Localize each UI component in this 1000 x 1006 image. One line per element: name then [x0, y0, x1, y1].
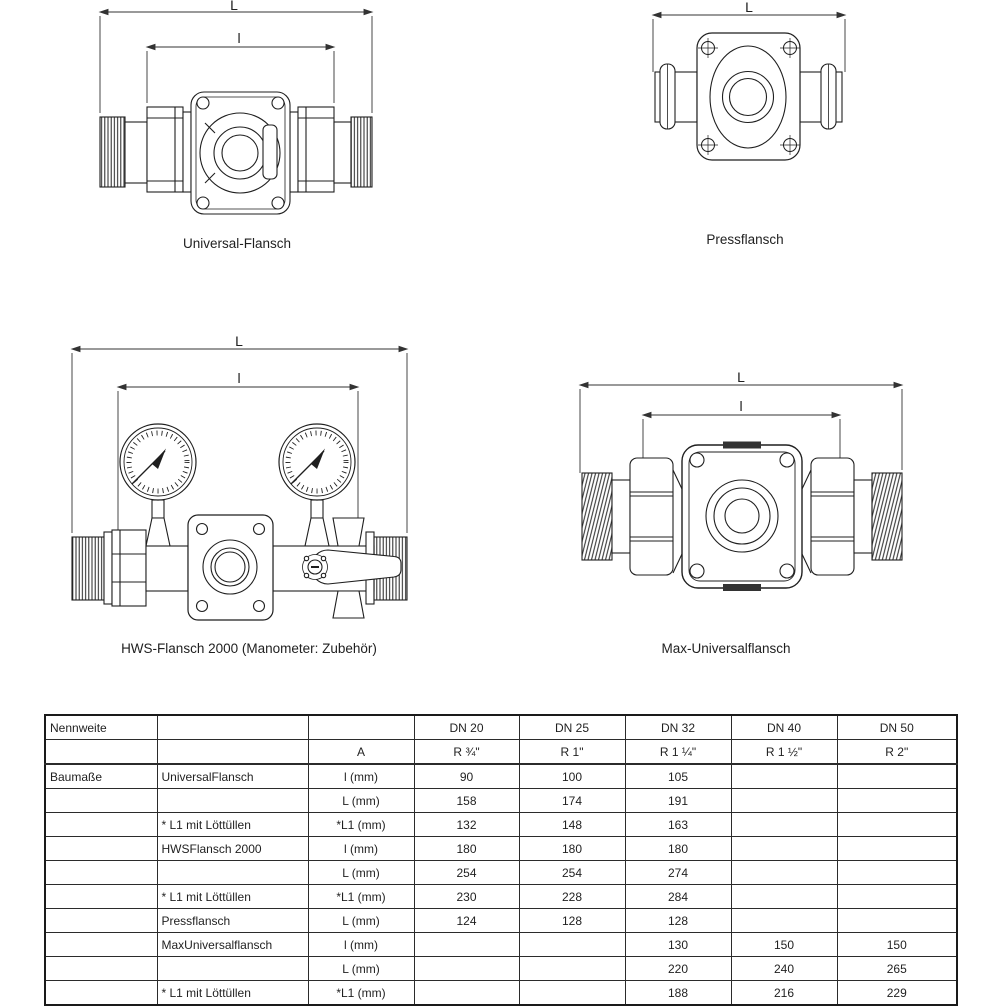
value-cell: 105	[625, 764, 731, 789]
value-cell	[731, 764, 837, 789]
header-cell: A	[308, 740, 414, 765]
press-ring-left	[660, 64, 675, 129]
wedge-left-top	[673, 470, 682, 489]
flansch-name-cell	[157, 957, 308, 981]
pipe-right	[854, 480, 872, 553]
header-cell: DN 40	[731, 715, 837, 740]
flansch-name-cell: Pressflansch	[157, 909, 308, 933]
value-cell	[837, 764, 957, 789]
value-cell: 148	[519, 813, 625, 837]
tab-bottom	[723, 584, 761, 591]
pipe-right	[334, 122, 351, 183]
value-cell	[731, 861, 837, 885]
max-universalflansch-caption: Max-Universalflansch	[661, 641, 791, 656]
fitting-bottom-right	[333, 591, 364, 618]
union-nut-left	[630, 458, 673, 575]
union-nut-right	[811, 458, 854, 575]
threaded-end-left	[100, 117, 125, 187]
row-group-cell	[45, 933, 157, 957]
row-group-cell	[45, 789, 157, 813]
press-ring-right	[821, 64, 836, 129]
header-cell: DN 50	[837, 715, 957, 740]
pipe-left	[612, 480, 630, 553]
dimension-label-cell: l (mm)	[308, 933, 414, 957]
value-cell: 128	[625, 909, 731, 933]
value-cell: 216	[731, 981, 837, 1006]
value-cell: 284	[625, 885, 731, 909]
dimension-label-cell: *L1 (mm)	[308, 813, 414, 837]
dim-label-l: l	[237, 370, 241, 386]
dim-label-L: L	[235, 333, 243, 349]
value-cell: 188	[625, 981, 731, 1006]
value-cell	[519, 957, 625, 981]
header-cell: Nennweite	[45, 715, 157, 740]
dimension-label-cell: L (mm)	[308, 861, 414, 885]
dimension-label-cell: *L1 (mm)	[308, 885, 414, 909]
row-group-cell	[45, 813, 157, 837]
value-cell: 150	[731, 933, 837, 957]
threaded-end-left	[582, 473, 612, 560]
header-cell	[308, 715, 414, 740]
flansch-name-cell	[157, 789, 308, 813]
dimensions-table	[44, 714, 958, 1006]
pipe-left	[146, 546, 188, 591]
threaded-end-right	[872, 473, 902, 560]
dimension-label-cell: *L1 (mm)	[308, 981, 414, 1006]
flansch-name-cell: HWSFlansch 2000	[157, 837, 308, 861]
value-cell: 174	[519, 789, 625, 813]
value-cell	[519, 981, 625, 1006]
header-cell: R ¾"	[414, 740, 519, 765]
wedge-right-bottom	[802, 554, 811, 573]
value-cell	[731, 837, 837, 861]
value-cell: 191	[625, 789, 731, 813]
dimension-label-cell: L (mm)	[308, 789, 414, 813]
value-cell	[837, 909, 957, 933]
hex-nut-left	[147, 107, 183, 192]
value-cell	[414, 957, 519, 981]
header-cell: DN 32	[625, 715, 731, 740]
value-cell: 265	[837, 957, 957, 981]
value-cell	[837, 837, 957, 861]
value-cell: 130	[625, 933, 731, 957]
value-cell: 230	[414, 885, 519, 909]
wedge-right-top	[802, 470, 811, 489]
header-cell	[157, 715, 308, 740]
value-cell	[731, 885, 837, 909]
value-cell: 90	[414, 764, 519, 789]
hws-flansch-caption: HWS-Flansch 2000 (Manometer: Zubehör)	[121, 641, 377, 656]
flansch-name-cell	[157, 861, 308, 885]
wedge-left-bottom	[673, 554, 682, 573]
value-cell	[837, 789, 957, 813]
value-cell	[519, 933, 625, 957]
threaded-end-left	[72, 537, 104, 600]
value-cell: 254	[414, 861, 519, 885]
row-group-cell	[45, 981, 157, 1006]
row-group-cell	[45, 909, 157, 933]
dim-label-l: l	[237, 30, 241, 46]
value-cell: 228	[519, 885, 625, 909]
flansch-name-cell: * L1 mit Löttüllen	[157, 813, 308, 837]
value-cell: 132	[414, 813, 519, 837]
union-nut-left	[112, 530, 146, 606]
pressflansch-drawing	[640, 0, 850, 220]
value-cell	[414, 933, 519, 957]
header-cell: R 1"	[519, 740, 625, 765]
value-cell: 240	[731, 957, 837, 981]
hex-nut-right	[298, 107, 334, 192]
header-cell	[45, 740, 157, 765]
manometer-left	[120, 424, 196, 546]
flansch-name-cell: * L1 mit Löttüllen	[157, 981, 308, 1006]
threaded-end-right	[351, 117, 372, 187]
header-cell: DN 20	[414, 715, 519, 740]
value-cell	[731, 813, 837, 837]
flange-boss	[710, 46, 786, 148]
tab-top	[723, 442, 761, 449]
value-cell: 180	[414, 837, 519, 861]
dim-label-L: L	[230, 0, 238, 13]
value-cell	[731, 789, 837, 813]
header-cell: R 1 ¼"	[625, 740, 731, 765]
header-cell	[157, 740, 308, 765]
value-cell: 100	[519, 764, 625, 789]
dimension-label-cell: L (mm)	[308, 957, 414, 981]
universal-flansch-drawing	[68, 0, 418, 230]
fitting-top-right	[333, 518, 364, 546]
header-cell: DN 25	[519, 715, 625, 740]
flange-plate	[682, 442, 802, 592]
value-cell	[731, 909, 837, 933]
value-cell: 150	[837, 933, 957, 957]
dimension-label-cell: L (mm)	[308, 909, 414, 933]
value-cell	[837, 885, 957, 909]
value-cell: 274	[625, 861, 731, 885]
value-cell: 254	[519, 861, 625, 885]
row-group-cell	[45, 861, 157, 885]
flansch-name-cell: MaxUniversalflansch	[157, 933, 308, 957]
value-cell: 163	[625, 813, 731, 837]
value-cell: 180	[519, 837, 625, 861]
flange-boss	[200, 113, 280, 193]
row-group-cell	[45, 885, 157, 909]
header-cell: R 2"	[837, 740, 957, 765]
dim-label-L: L	[745, 0, 753, 15]
flansch-name-cell: UniversalFlansch	[157, 764, 308, 789]
collar-right	[290, 112, 298, 192]
value-cell: 180	[625, 837, 731, 861]
row-group-cell: Baumaße	[45, 764, 157, 789]
dim-label-L: L	[737, 369, 745, 385]
header-cell: R 1 ½"	[731, 740, 837, 765]
pressflansch-caption: Pressflansch	[706, 232, 784, 247]
value-cell: 220	[625, 957, 731, 981]
value-cell	[414, 981, 519, 1006]
dim-label-l: l	[739, 398, 743, 414]
row-group-cell	[45, 957, 157, 981]
max-universalflansch-drawing	[578, 368, 908, 603]
value-cell: 128	[519, 909, 625, 933]
pipe-left	[125, 122, 147, 183]
dimension-label-cell: l (mm)	[308, 837, 414, 861]
flange-plate	[188, 515, 273, 620]
value-cell	[837, 813, 957, 837]
value-cell: 124	[414, 909, 519, 933]
value-cell: 158	[414, 789, 519, 813]
cap-ring-left	[104, 532, 112, 604]
universal-flansch-caption: Universal-Flansch	[182, 236, 292, 251]
flansch-name-cell: * L1 mit Löttüllen	[157, 885, 308, 909]
value-cell	[837, 861, 957, 885]
hws-flansch-drawing	[68, 333, 413, 633]
value-cell: 229	[837, 981, 957, 1006]
collar-left	[183, 112, 191, 192]
dimension-label-cell: l (mm)	[308, 764, 414, 789]
row-group-cell	[45, 837, 157, 861]
